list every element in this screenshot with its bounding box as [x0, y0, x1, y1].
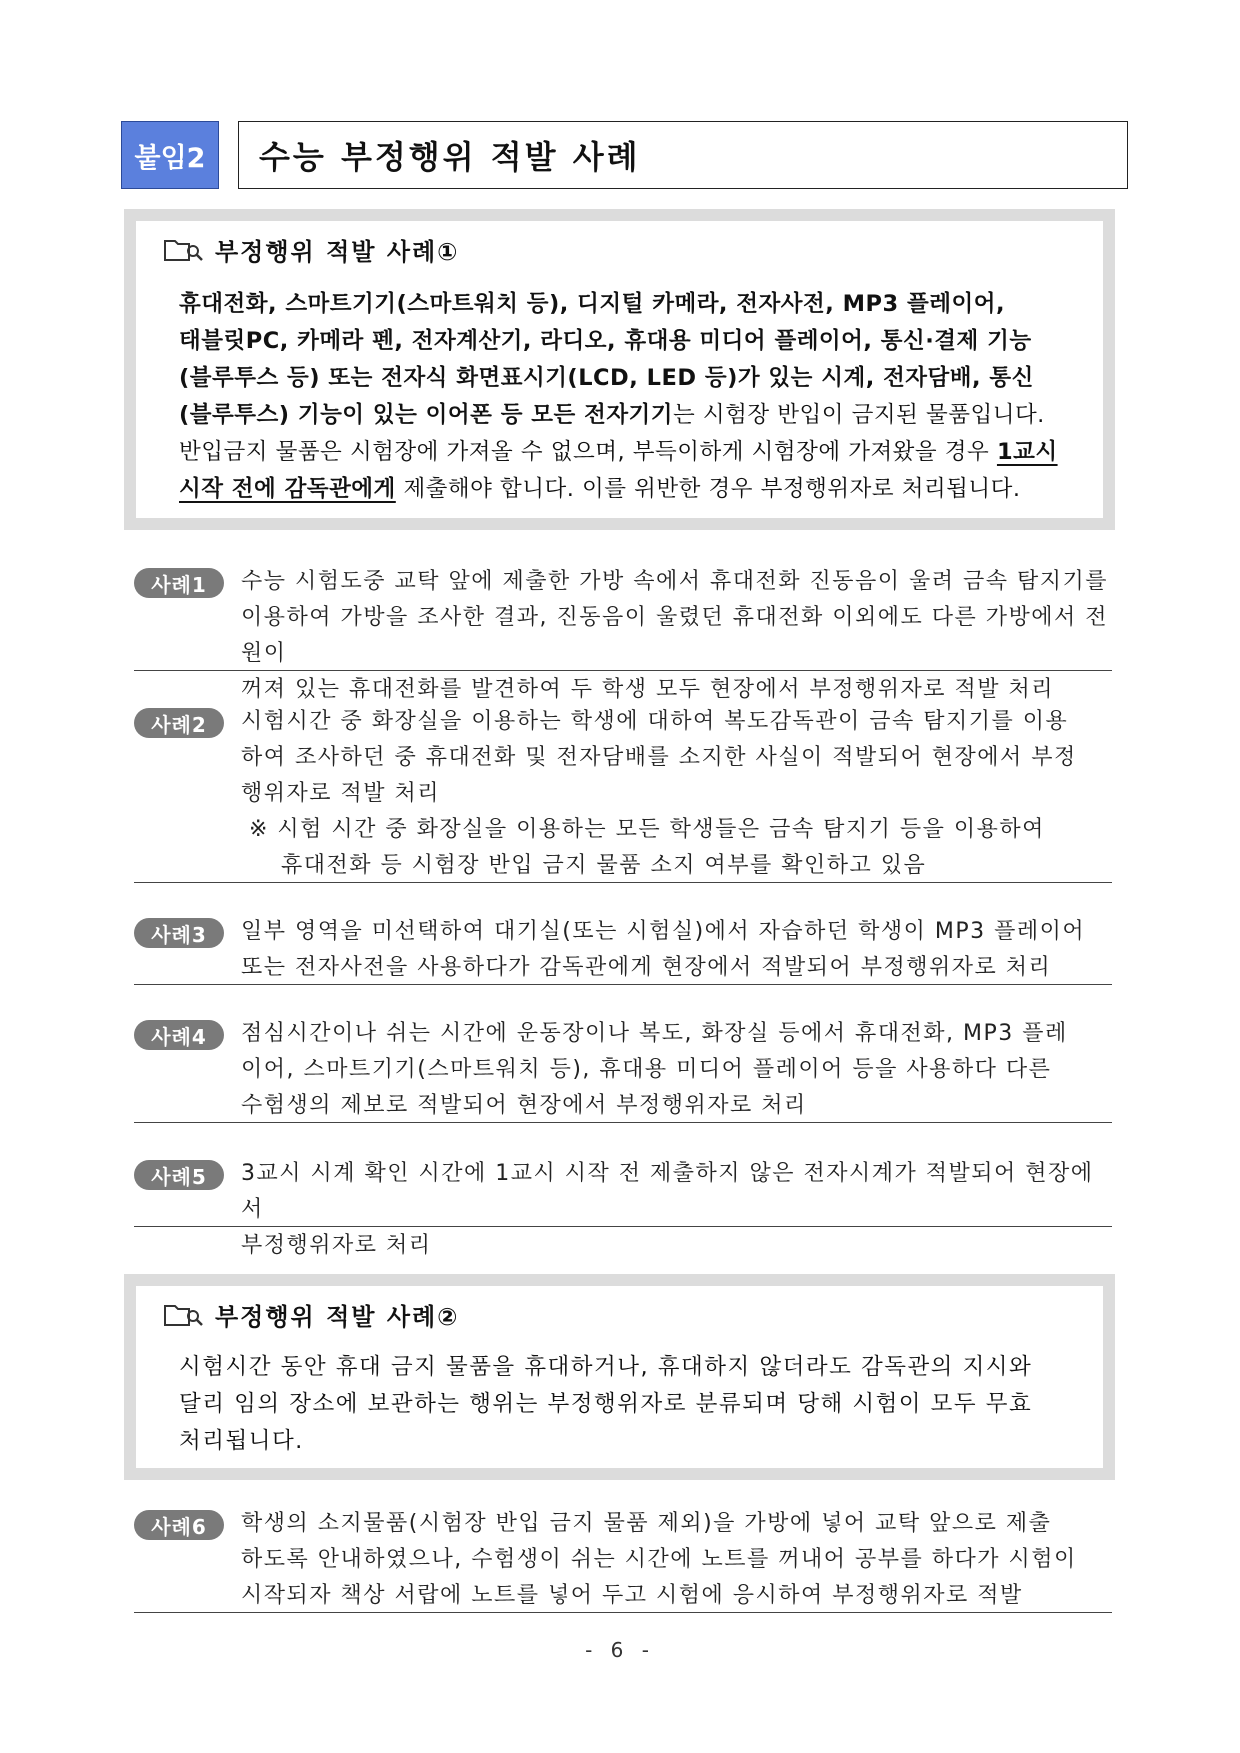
- case-box-2-heading: [163, 1297, 460, 1332]
- case-badge: 사례5: [134, 1160, 224, 1190]
- divider: [134, 670, 1112, 671]
- attachment-tag: 붙임2: [121, 121, 219, 189]
- case-box-2-body: 시험시간 동안 휴대 금지 물품을 휴대하거나, 휴대하지 않더라도 감독관의 지시와 달리 임의 장소에 보관하는 행위는 부정행위자로 분류되며 당해 시험이 모두 무효 처리됩니다.: [179, 1354, 1033, 1454]
- page-title: 수능 부정행위 적발 사례: [238, 121, 1128, 189]
- folder-search-icon: [163, 1301, 205, 1329]
- case-box-2-title: 부정행위 적발 사례②: [215, 1303, 460, 1331]
- divider: [134, 1122, 1112, 1123]
- divider: [134, 882, 1112, 883]
- page-number: - 6 -: [585, 1638, 655, 1662]
- case-box-1-heading: [163, 232, 460, 267]
- divider: [134, 1226, 1112, 1227]
- case-box-1-body: 휴대전화, 스마트기기(스마트워치 등), 디지털 카메라, 전자사전, MP3 플레이어, 태블릿PC, 카메라 펜, 전자계산기, 라디오, 휴대용 미디어 플레이어, 통신·결제 기능 (블루투스 등) 또는 전자식 화면표시기(LCD, LED 등)가 있는 시계, 전자담배, 통신 (블루투스) 기능이 있는 이어폰 등 모든 전자기기는 시험장 반입이 금지된 물품입니다. 반입금지 물품은 시험장에 가져올 수 없으며, 부득이하게 시험장에 가져왔을 경우 1교시 시작 전에 감독관에게 제출해야 합니다. 이를 위반한 경우 부정행위자로 처리됩니다.: [179, 291, 1058, 502]
- divider: [134, 984, 1112, 985]
- note: ※ 시험 시간 중 화장실을 이용하는 모든 학생들은 금속 탐지기 등을 이용하여: [249, 817, 1045, 842]
- case-badge: 사례4: [134, 1020, 224, 1050]
- case-badge: 사례6: [134, 1510, 224, 1540]
- case-badge: 사례1: [134, 568, 224, 598]
- case-badge: 사례2: [134, 708, 224, 738]
- case-badge: 사례3: [134, 918, 224, 948]
- case-box-1-title: 부정행위 적발 사례①: [215, 238, 460, 266]
- folder-search-icon: [163, 236, 205, 264]
- divider: [134, 1612, 1112, 1613]
